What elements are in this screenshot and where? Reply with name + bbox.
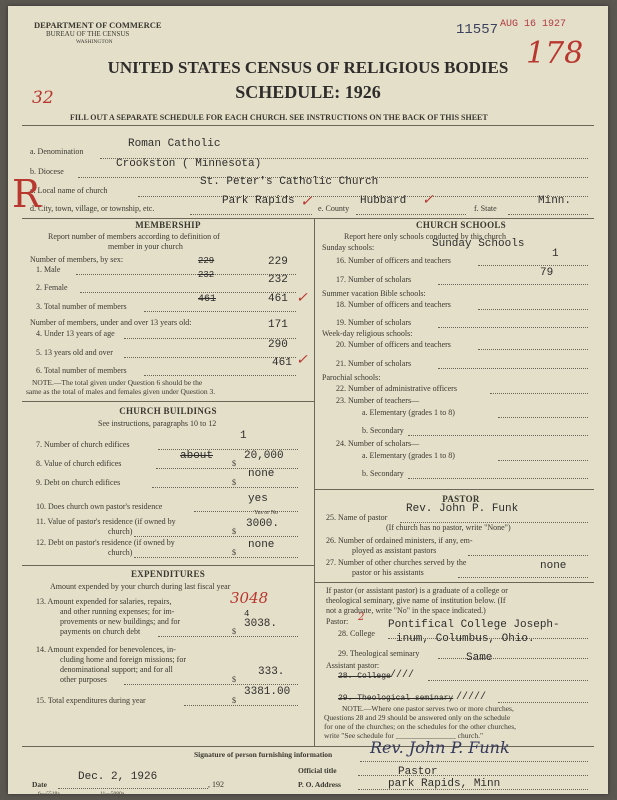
q5-over13-label: 5. 13 years old and over xyxy=(36,348,113,357)
diocese-value: Crookston ( Minnesota) xyxy=(116,158,262,170)
church-buildings-title: CHURCH BUILDINGS xyxy=(119,406,217,416)
q17-label: 17. Number of scholars xyxy=(336,275,412,284)
members-by-sex-label: Number of members, by sex: xyxy=(30,255,124,264)
q13-label-3: provements or new buildings; and for xyxy=(60,617,181,626)
state-label: f. State xyxy=(474,204,497,213)
q25-note: (If church has no pastor, write "None") xyxy=(386,523,511,532)
graduate-instruction-3: not a graduate, write "No" in the space indicated.) xyxy=(326,606,486,615)
pastor-note-3: for one of the churches; on the schedules for the other churches, xyxy=(324,722,517,731)
q12-value: none xyxy=(248,539,275,551)
q22-label: 22. Number of administrative officers xyxy=(336,384,457,393)
q12-dollar: $ xyxy=(232,548,236,557)
membership-note-2: same as the total of males and females given under Question 3. xyxy=(26,387,216,396)
pastor-red-mark: 2 xyxy=(358,612,365,623)
membership-intro-1: Report number of members according to definition of xyxy=(48,232,220,241)
q8-dollar: $ xyxy=(232,459,236,468)
q8-value-strike: about xyxy=(180,450,214,462)
q1-male-value: 229 xyxy=(268,256,288,268)
pastor-title: PASTOR xyxy=(442,494,480,504)
q15-total-label: 15. Total expenditures during year xyxy=(36,696,146,705)
red-check-q6: ✓ xyxy=(296,352,308,368)
q7-edifices-label: 7. Number of church edifices xyxy=(36,440,130,449)
q18-label: 18. Number of officers and teachers xyxy=(336,300,451,309)
date-label: Date xyxy=(32,780,47,789)
q24-label: 24. Number of scholars— xyxy=(336,439,420,448)
asst-college-struck: 28. College xyxy=(338,672,391,681)
asst-sem-slashes: ///// xyxy=(456,692,487,703)
q12-label-2: church) xyxy=(108,548,133,557)
form-number: 6—5518a xyxy=(38,791,60,794)
q11-dollar: $ xyxy=(232,527,236,536)
red-check-q3: ✓ xyxy=(296,290,308,306)
q4-under13-value: 171 xyxy=(268,319,288,331)
city-value: Park Rapids xyxy=(222,195,295,207)
q10-residence-value: yes xyxy=(248,493,268,505)
q9-debt-value: none xyxy=(248,468,275,480)
red-r-mark: R xyxy=(12,172,41,216)
county-label: e. County xyxy=(318,204,350,213)
sunday-schools-value: Sunday Schools xyxy=(432,238,525,250)
q28-value-line2: inum, Columbus, Ohio. xyxy=(396,633,535,645)
q13-dollar: $ xyxy=(232,627,236,636)
q9-debt-label: 9. Debt on church edifices xyxy=(36,478,121,487)
separate-schedule-instruction: FILL OUT A SEPARATE SCHEDULE FOR EACH CHURCH. SEE INSTRUCTIONS ON THE BACK OF THIS SHEET xyxy=(70,113,488,122)
q1-male-label: 1. Male xyxy=(36,265,61,274)
q24a-label: a. Elementary (grades 1 to 8) xyxy=(362,451,455,460)
schools-intro: Report here only schools conducted by this church xyxy=(344,232,506,241)
q19-label: 19. Number of scholars xyxy=(336,318,412,327)
asst-college-slashes: //// xyxy=(390,670,415,681)
q5-over13-value: 290 xyxy=(268,339,288,351)
red-check-city: ✓ xyxy=(300,192,313,210)
q15-dollar: $ xyxy=(232,696,236,705)
q13-value: 3038. xyxy=(244,618,278,630)
q13-label-2: and other running expenses; for im- xyxy=(60,607,175,616)
q7-edifices-value: 1 xyxy=(240,430,247,442)
stamp-number: 11557 xyxy=(456,22,499,38)
q3-total-value: 461 xyxy=(268,293,288,305)
diocese-label: b. Diocese xyxy=(30,167,64,176)
q3-total-label: 3. Total number of members xyxy=(36,302,127,311)
q23-label: 23. Number of teachers— xyxy=(336,396,420,405)
q14-dollar: $ xyxy=(232,675,236,684)
membership-intro-2: member in your church xyxy=(108,242,183,251)
q8-value: 20,000 xyxy=(244,450,284,462)
church-schools-title: CHURCH SCHOOLS xyxy=(416,220,506,230)
stamp-date: AUG 16 1927 xyxy=(500,19,567,30)
q16-value: 1 xyxy=(552,248,559,260)
q26-label-2: ployed as assistant pastors xyxy=(352,546,437,555)
signature-value: Rev. John P. Funk xyxy=(370,738,510,757)
department-label: DEPARTMENT OF COMMERCE xyxy=(34,20,162,30)
pastor-note-1: NOTE.—Where one pastor serves two or more churches, xyxy=(342,704,514,713)
q11-value: 3000. xyxy=(246,518,280,530)
q14-label-1: 14. Amount expended for benevolences, in- xyxy=(36,645,176,654)
q1-male-strike: 229 xyxy=(198,256,215,266)
q2-female-value: 232 xyxy=(268,274,288,286)
denomination-label: a. Denomination xyxy=(30,147,84,156)
assistant-pastor-label: Assistant pastor: xyxy=(326,661,380,670)
q28-value-line1: Pontifical College Joseph- xyxy=(388,619,560,631)
q9-dollar: $ xyxy=(232,478,236,487)
q12-label-1: 12. Debt on pastor's residence (if owned by xyxy=(36,538,175,547)
pastor-note-4: write "See schedule for ________________ church." xyxy=(324,731,484,740)
q20-label: 20. Number of officers and teachers xyxy=(336,340,451,349)
q25-value: Rev. John P. Funk xyxy=(406,503,519,515)
age-breakdown-label: Number of members, under and over 13 years old: xyxy=(30,318,192,327)
q27-value: none xyxy=(540,560,567,572)
graduate-instruction-1: If pastor (or assistant pastor) is a graduate of a college or xyxy=(326,586,508,595)
q24b-label: b. Secondary xyxy=(362,469,404,478)
asst-sem-struck: 29. Theological seminary xyxy=(338,694,454,703)
q2-female-strike: 232 xyxy=(198,270,215,280)
red-number: 178 xyxy=(526,36,584,71)
official-title-label: Official title xyxy=(298,766,337,775)
q2-female-label: 2. Female xyxy=(36,283,68,292)
official-title-value: Pastor xyxy=(398,766,438,778)
schedule-title: SCHEDULE: 1926 xyxy=(235,82,381,102)
q13-red-correction: 3048 xyxy=(230,589,269,607)
county-value: Hubbard xyxy=(360,195,407,207)
form-number-2: 11—5080a xyxy=(100,791,125,794)
q28-label: 28. College xyxy=(338,629,375,638)
membership-note-1: NOTE.—The total given under Question 6 should be the xyxy=(32,378,203,387)
membership-title: MEMBERSHIP xyxy=(135,220,201,230)
pastor-note-2: Questions 28 and 29 should be answered only on the schedule xyxy=(324,713,511,722)
q14-label-3: denominational support; and for all xyxy=(60,665,173,674)
q13-label-4: payments on church debt xyxy=(60,627,141,636)
graduate-instruction-2: theological seminary, give name of institution below. (If xyxy=(326,596,506,605)
date-suffix: , 192 xyxy=(208,780,224,789)
q14-label-2: cluding home and foreign missions; for xyxy=(60,655,186,664)
q6-total-value: 461 xyxy=(272,357,292,369)
q4-under13-label: 4. Under 13 years of age xyxy=(36,329,115,338)
q13-small-mark: 4 xyxy=(244,609,250,619)
q23a-label: a. Elementary (grades 1 to 8) xyxy=(362,408,455,417)
po-address-label: P. O. Address xyxy=(298,780,341,789)
q27-label-1: 27. Number of other churches served by the xyxy=(326,558,467,567)
form-title: UNITED STATES CENSUS OF RELIGIOUS BODIES xyxy=(107,58,509,77)
q29-label: 29. Theological seminary xyxy=(338,649,420,658)
expenditures-title: EXPENDITURES xyxy=(130,569,206,579)
parochial-schools-label: Parochial schools: xyxy=(322,373,381,382)
date-value: Dec. 2, 1926 xyxy=(78,771,158,783)
city-label-d: d. City, town, village, or township, etc. xyxy=(30,204,155,213)
buildings-instructions: See instructions, paragraphs 10 to 12 xyxy=(98,419,217,428)
church-name-label: c. Local name of church xyxy=(30,186,108,195)
expenditures-sub: Amount expended by your church during last fiscal year xyxy=(50,582,231,591)
red-check-county: ✓ xyxy=(422,192,434,208)
pastor-sub-label: Pastor: xyxy=(326,617,349,626)
q26-label-1: 26. Number of ordained ministers, if any, em- xyxy=(326,536,473,545)
q17-value: 79 xyxy=(540,267,554,279)
city-label: WASHINGTON xyxy=(76,39,113,45)
q23b-label: b. Secondary xyxy=(362,426,404,435)
q27-label-2: pastor or his assistants xyxy=(352,568,424,577)
sunday-schools-label: Sunday schools: xyxy=(322,243,375,252)
q11-label-2: church) xyxy=(108,527,133,536)
q15-value: 3381.00 xyxy=(244,686,291,698)
po-address-value: park Rapids, Minn xyxy=(388,778,501,790)
state-value: Minn. xyxy=(538,195,572,207)
red-left-number: 32 xyxy=(32,88,54,108)
q8-value-label: 8. Value of church edifices xyxy=(36,459,122,468)
q29-value: Same xyxy=(466,652,493,664)
church-name-value: St. Peter's Catholic Church xyxy=(200,176,379,188)
q3-total-strike: 461 xyxy=(198,294,217,305)
weekday-schools-label: Week-day religious schools: xyxy=(322,329,413,338)
bureau-label: BUREAU OF THE CENSUS xyxy=(46,30,130,38)
signature-label: Signature of person furnishing information xyxy=(194,750,333,759)
q21-label: 21. Number of scholars xyxy=(336,359,412,368)
q13-label-1: 13. Amount expended for salaries, repairs, xyxy=(36,597,172,606)
summer-schools-label: Summer vacation Bible schools: xyxy=(322,289,426,298)
q10-residence-label: 10. Does church own pastor's residence xyxy=(36,502,163,511)
q16-label: 16. Number of officers and teachers xyxy=(336,256,451,265)
yes-no-hint: Yes or No xyxy=(254,510,279,516)
q25-label: 25. Name of pastor xyxy=(326,513,388,522)
q11-label-1: 11. Value of pastor's residence (if owned by xyxy=(36,517,176,526)
census-schedule-sheet xyxy=(8,6,608,794)
q6-total-label: 6. Total number of members xyxy=(36,366,127,375)
denomination-value: Roman Catholic xyxy=(128,138,221,150)
q14-label-4: other purposes xyxy=(60,675,107,684)
q14-value: 333. xyxy=(258,666,285,678)
